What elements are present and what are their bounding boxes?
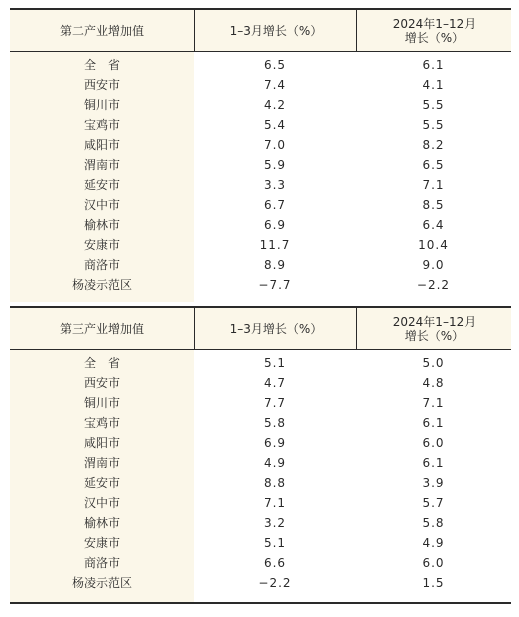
annual-value: 4.8 (422, 376, 445, 390)
table-row (10, 373, 511, 393)
annual-value: 4.1 (422, 78, 445, 92)
q1-value: 11.7 (259, 238, 291, 252)
region-name: 渭南市 (83, 456, 120, 470)
annual-value: 8.5 (422, 198, 445, 212)
annual-value: 5.5 (422, 98, 445, 112)
annual-value: −2.2 (416, 278, 451, 292)
section-body (10, 350, 511, 602)
annual-value: 3.9 (422, 476, 445, 490)
q1-value: 4.7 (263, 376, 287, 390)
annual-value: 6.5 (422, 158, 445, 172)
q1-value: 6.5 (263, 58, 287, 72)
header-q1-growth: 1–3月增长（%） (194, 308, 357, 349)
region-name: 咸阳市 (83, 138, 120, 152)
table-row (10, 393, 511, 413)
annual-value: 7.1 (422, 178, 445, 192)
annual-value: 4.9 (422, 536, 445, 550)
annual-value: 6.0 (422, 556, 445, 570)
region-name: 延安市 (83, 476, 120, 490)
region-name: 延安市 (83, 178, 120, 192)
q1-value: 6.7 (263, 198, 287, 212)
q1-value: 4.2 (263, 98, 287, 112)
q1-value: 7.1 (263, 496, 287, 510)
table-row (10, 95, 511, 115)
annual-value: 5.8 (422, 516, 445, 530)
q1-value: 8.9 (263, 258, 287, 272)
section-body (10, 52, 511, 302)
region-name: 咸阳市 (83, 436, 120, 450)
table-row (10, 413, 511, 433)
header-annual-growth (356, 10, 512, 51)
region-name: 榆林市 (83, 516, 120, 530)
region-name: 铜川市 (83, 98, 120, 112)
region-name: 西安市 (83, 376, 120, 390)
table-row (10, 255, 511, 275)
table-row (10, 175, 511, 195)
table-row (10, 155, 511, 175)
region-name: 汉中市 (83, 198, 120, 212)
q1-value: 6.9 (263, 218, 287, 232)
q1-value: 6.9 (263, 436, 287, 450)
table-row (10, 533, 511, 553)
region-name: 全 省 (83, 58, 120, 72)
region-name: 榆林市 (83, 218, 120, 232)
annual-value: 5.0 (422, 356, 445, 370)
q1-value: 6.6 (263, 556, 287, 570)
region-name: 杨凌示范区 (71, 576, 132, 590)
table-row (10, 215, 511, 235)
header-annual-line1: 2024年1–12月 (392, 16, 477, 31)
annual-value: 6.4 (422, 218, 445, 232)
table-row (10, 493, 511, 513)
region-name: 宝鸡市 (83, 416, 120, 430)
annual-value: 6.1 (422, 456, 445, 470)
region-name: 商洛市 (83, 258, 120, 272)
header-annual-line1: 2024年1–12月 (392, 314, 477, 329)
annual-value: 6.1 (422, 58, 445, 72)
q1-value: 7.4 (263, 78, 287, 92)
table-row (10, 75, 511, 95)
annual-value: 10.4 (418, 238, 449, 252)
region-name: 宝鸡市 (83, 118, 120, 132)
region-name: 安康市 (83, 238, 120, 252)
table-row (10, 573, 511, 593)
q1-value: −7.7 (258, 278, 292, 292)
region-name: 全 省 (83, 356, 120, 370)
annual-value: 5.5 (422, 118, 445, 132)
annual-value: 8.2 (422, 138, 445, 152)
q1-value: 3.2 (263, 516, 287, 530)
header-annual-line2: 增长（%） (404, 328, 465, 343)
table-row (10, 353, 511, 373)
q1-value: 5.4 (263, 118, 287, 132)
annual-value: 9.0 (422, 258, 445, 272)
header-indicator: 第三产业增加值 (59, 321, 144, 336)
q1-value: 5.9 (263, 158, 287, 172)
region-name: 安康市 (83, 536, 120, 550)
header-annual-growth (356, 308, 512, 349)
region-name: 铜川市 (83, 396, 120, 410)
q1-value: 3.3 (263, 178, 287, 192)
region-name: 西安市 (83, 78, 120, 92)
q1-value: 8.8 (263, 476, 287, 490)
annual-value: 5.7 (422, 496, 445, 510)
q1-value: 5.1 (263, 536, 287, 550)
header-q1-growth: 1–3月增长（%） (194, 10, 357, 51)
region-name: 商洛市 (83, 556, 120, 570)
header-indicator: 第二产业增加值 (59, 23, 144, 38)
table-row (10, 553, 511, 573)
table-row (10, 453, 511, 473)
q1-value: 7.7 (263, 396, 287, 410)
annual-value: 6.0 (422, 436, 445, 450)
table-row (10, 235, 511, 255)
q1-value: 4.9 (263, 456, 287, 470)
annual-value: 1.5 (422, 576, 445, 590)
table-row (10, 473, 511, 493)
table-row (10, 433, 511, 453)
q1-value: 5.8 (263, 416, 287, 430)
q1-value: 5.1 (263, 356, 287, 370)
header-annual-line2: 增长（%） (404, 30, 465, 45)
q1-value: 7.0 (263, 138, 287, 152)
table-row (10, 195, 511, 215)
region-name: 杨凌示范区 (71, 278, 132, 292)
table-row (10, 55, 511, 75)
annual-value: 7.1 (422, 396, 445, 410)
section-header (10, 8, 511, 52)
region-name: 渭南市 (83, 158, 120, 172)
table-row (10, 135, 511, 155)
table-row (10, 275, 511, 295)
section-header (10, 306, 511, 350)
region-name: 汉中市 (83, 496, 120, 510)
q1-value: −2.2 (258, 576, 292, 590)
annual-value: 6.1 (422, 416, 445, 430)
table-row (10, 513, 511, 533)
table-bottom-rule (10, 602, 511, 604)
table-row (10, 115, 511, 135)
